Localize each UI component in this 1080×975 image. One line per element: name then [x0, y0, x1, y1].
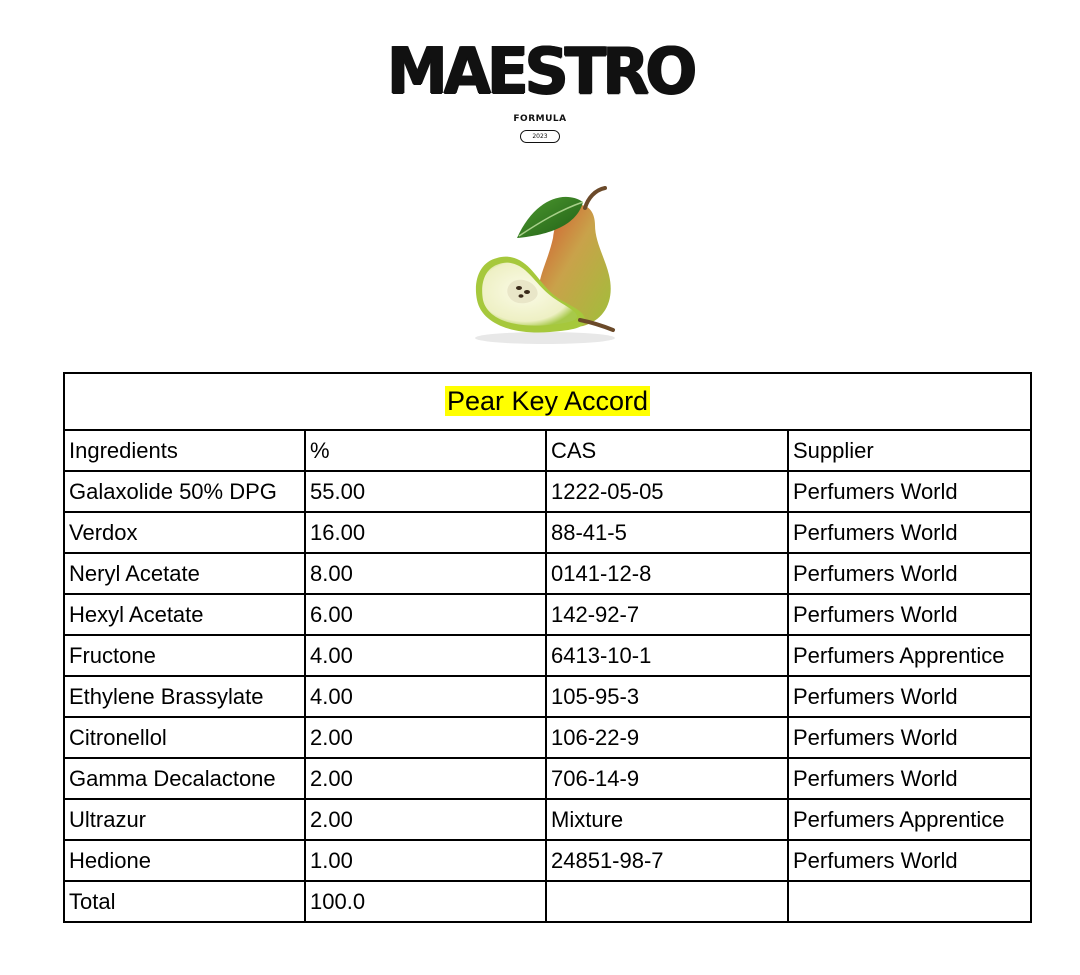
supplier-cell: Perfumers World — [788, 512, 1031, 553]
cas-cell: Mixture — [546, 799, 788, 840]
header-ingredients: Ingredients — [64, 430, 305, 471]
brand-header — [0, 35, 1080, 143]
ingredient-cell: Neryl Acetate — [64, 553, 305, 594]
percent-cell: 8.00 — [305, 553, 546, 594]
cas-cell — [546, 881, 788, 922]
percent-cell: 55.00 — [305, 471, 546, 512]
supplier-cell: Perfumers World — [788, 471, 1031, 512]
supplier-cell: Perfumers World — [788, 840, 1031, 881]
table-row — [64, 635, 1031, 676]
table-row — [64, 512, 1031, 553]
ingredient-cell: Hedione — [64, 840, 305, 881]
supplier-cell: Perfumers World — [788, 676, 1031, 717]
percent-cell: 2.00 — [305, 758, 546, 799]
supplier-cell — [788, 881, 1031, 922]
supplier-cell: Perfumers World — [788, 594, 1031, 635]
supplier-cell: Perfumers World — [788, 758, 1031, 799]
percent-cell: 1.00 — [305, 840, 546, 881]
ingredient-cell: Verdox — [64, 512, 305, 553]
percent-cell: 2.00 — [305, 799, 546, 840]
year-badge: 2023 — [520, 130, 559, 143]
percent-cell: 100.0 — [305, 881, 546, 922]
maestro-logo: MAESTRO — [386, 35, 694, 109]
table-row — [64, 799, 1031, 840]
cas-cell: 24851-98-7 — [546, 840, 788, 881]
ingredient-cell: Galaxolide 50% DPG — [64, 471, 305, 512]
cas-cell: 105-95-3 — [546, 676, 788, 717]
table-row — [64, 758, 1031, 799]
table-row — [64, 471, 1031, 512]
percent-cell: 16.00 — [305, 512, 546, 553]
ingredient-cell: Fructone — [64, 635, 305, 676]
pear-image — [455, 180, 635, 350]
table-row — [64, 553, 1031, 594]
cas-cell: 6413-10-1 — [546, 635, 788, 676]
ingredient-cell: Ethylene Brassylate — [64, 676, 305, 717]
cas-cell: 706-14-9 — [546, 758, 788, 799]
table-row — [64, 881, 1031, 922]
percent-cell: 6.00 — [305, 594, 546, 635]
header-cas: CAS — [546, 430, 788, 471]
table-header-row — [64, 430, 1031, 471]
percent-cell: 4.00 — [305, 635, 546, 676]
cas-cell: 106-22-9 — [546, 717, 788, 758]
ingredient-cell: Gamma Decalactone — [64, 758, 305, 799]
ingredient-cell: Citronellol — [64, 717, 305, 758]
table-row — [64, 676, 1031, 717]
cas-cell: 1222-05-05 — [546, 471, 788, 512]
ingredient-cell: Total — [64, 881, 305, 922]
ingredient-cell: Hexyl Acetate — [64, 594, 305, 635]
table-row — [64, 840, 1031, 881]
pear-illustration-icon — [455, 180, 635, 350]
table-row — [64, 594, 1031, 635]
header-supplier: Supplier — [788, 430, 1031, 471]
percent-cell: 2.00 — [305, 717, 546, 758]
cas-cell: 88-41-5 — [546, 512, 788, 553]
pear-key-accord-table — [63, 372, 1032, 923]
header-percent: % — [305, 430, 546, 471]
ingredient-cell: Ultrazur — [64, 799, 305, 840]
cas-cell: 0141-12-8 — [546, 553, 788, 594]
table-row — [64, 717, 1031, 758]
supplier-cell: Perfumers World — [788, 717, 1031, 758]
percent-cell: 4.00 — [305, 676, 546, 717]
logo-subtitle: FORMULA — [513, 114, 567, 124]
supplier-cell: Perfumers Apprentice — [788, 799, 1031, 840]
cas-cell: 142-92-7 — [546, 594, 788, 635]
supplier-cell: Perfumers World — [788, 553, 1031, 594]
table-title-cell — [64, 373, 1031, 430]
table-title-row — [64, 373, 1031, 430]
table-title: Pear Key Accord — [446, 386, 649, 416]
supplier-cell: Perfumers Apprentice — [788, 635, 1031, 676]
